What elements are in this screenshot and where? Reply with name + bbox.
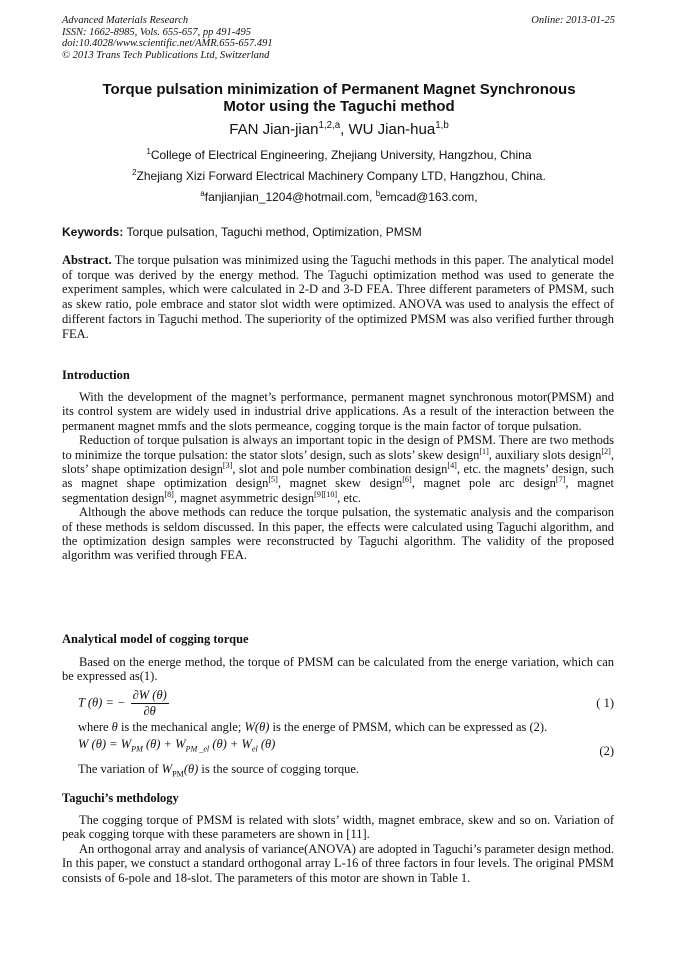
citation-9-10[interactable]: [9][10] — [314, 489, 338, 499]
citation-6[interactable]: [6] — [402, 475, 412, 485]
citation-2[interactable]: [2] — [601, 446, 611, 456]
doi: doi:10.4028/www.scientific.net/AMR.655-657.491 — [62, 38, 273, 50]
paper-title — [62, 81, 616, 115]
email-a-mark: a — [200, 189, 205, 198]
journal-header — [62, 15, 273, 61]
where-text-c: is the energe of PMSM, which can be expressed as (2). — [269, 720, 548, 734]
equation-1 — [78, 688, 171, 719]
variation-sub-pm: PM — [172, 769, 184, 779]
intro-p2-text-e: , etc. the magnets’ design, such as magnet shape optimization design — [62, 462, 614, 491]
variation-w: W — [161, 762, 173, 776]
where-text-a: where — [78, 720, 112, 734]
eq2-part-b: (θ) + W — [142, 737, 186, 751]
intro-p2-text-a: Reduction of torque pulsation is always an important topic in the design of PMSM. There are two methods to minimize the torque pulsation: the stator slots’ design, such as slots’ skew design — [62, 433, 614, 462]
intro-p2-text-i: , magnet asymmetric design — [173, 490, 315, 505]
citation-1[interactable]: [1] — [479, 446, 489, 456]
intro-p2-text-b: , auxiliary slots design — [488, 447, 602, 462]
w-theta-symbol: W(θ) — [244, 720, 270, 734]
online-date: Online: 2013-01-25 — [531, 15, 615, 26]
citation-4[interactable]: [4] — [447, 460, 457, 470]
eq2-sub-el: el — [251, 744, 258, 754]
author-1-affil: 1,2,a — [318, 120, 341, 131]
intro-p2-text-h: , magnet segmentation design — [62, 476, 614, 505]
keywords-text: Torque pulsation, Taguchi method, Optimization, PMSM — [123, 225, 422, 239]
equation-2 — [78, 737, 275, 752]
variation-text-b: is the source of cogging torque. — [198, 762, 360, 776]
affiliation-1-text: College of Electrical Engineering, Zhejiang University, Hangzhou, China — [150, 148, 532, 162]
taguchi-paragraph-1: The cogging torque of PMSM is related with slots’ width, magnet embrace, skew and so on. Variation of peak cogging torque with these parameters are shown in [11]. — [62, 813, 614, 842]
title-line-2: Motor using the Taguchi method — [223, 98, 455, 115]
affiliation-1 — [62, 148, 616, 162]
intro-p2-text-c: , slots’ shape optimization design — [62, 447, 614, 477]
eq1-denominator: ∂θ — [143, 704, 156, 718]
section-introduction — [62, 390, 614, 563]
abstract-text: The torque pulsation was minimized using the Taguchi methods in this paper. The analytical model of torque was derived by the energy method. The Taguchi optimization method was used to generate the experiment samples, which were calculated in 2-D and 3-D FEA. Three different parameters of PMSM, such as skew ratio, pole embrace and stator slot width were optimized. ANOVA was used to analysis the effect of different factors in Taguchi method. The superiority of the optimized PMSM was also verified further through FEA. — [62, 253, 614, 341]
citation-7[interactable]: [7] — [555, 475, 566, 485]
intro-p2-text-j: , etc. — [337, 490, 362, 505]
theta-symbol: θ — [111, 720, 118, 734]
section-heading-analytical-model: Analytical model of cogging torque — [62, 632, 249, 646]
variation-text-a: The variation of — [78, 762, 162, 776]
equation-2-number: (2) — [599, 744, 614, 758]
section-heading-introduction: Introduction — [62, 368, 130, 382]
citation-5[interactable]: [5] — [268, 475, 278, 485]
intro-paragraph-2 — [62, 433, 614, 505]
eq2-sub-pm-el: PM _el — [185, 744, 210, 754]
intro-p2-text-d: , slot and pole number combination design — [232, 462, 448, 477]
author-2: WU Jian-hua — [348, 121, 436, 138]
eq2-part-c: (θ) + W — [209, 737, 252, 751]
affiliation-2 — [62, 169, 616, 183]
intro-paragraph-3: Although the above methods can reduce the torque pulsation, the systematic analysis and the comparison of these methods is seldom discussed. In this paper, the effects were calculated using Taguchi algorithm, and the optimization design samples were reconstructed by Taguchi algorithm. The validity of the proposed algorithm was verified through FEA. — [62, 505, 614, 563]
intro-paragraph-1: With the development of the magnet’s performance, permanent magnet synchronous motor(PMSM) and its control system are widely used in industrial drive applications. As a result of the interaction between the permanent magnet mmfs and the slots permeance, cogging torque is the main factor of torque pulsation. — [62, 390, 614, 433]
analytical-p1-text: Based on the energe method, the torque of PMSM can be calculated from the energe variation, which can be expressed as(1). — [62, 655, 614, 684]
eq1-explanation — [78, 720, 614, 734]
section-taguchi — [62, 813, 614, 885]
eq1-numerator: ∂W (θ) — [132, 688, 167, 702]
where-text-b: is the mechanical angle; — [117, 720, 245, 734]
analytical-paragraph-1 — [62, 655, 614, 684]
email-b[interactable]: emcad@163.com, — [380, 190, 478, 204]
author-2-affil: 1,b — [435, 120, 449, 131]
author-emails — [62, 190, 616, 204]
citation-8[interactable]: [8] — [164, 489, 174, 499]
author-list — [62, 121, 616, 138]
email-a[interactable]: fanjianjian_1204@hotmail.com, — [204, 190, 376, 204]
eq2-part-a: W (θ) = W — [78, 737, 132, 751]
citation-3[interactable]: [3] — [222, 460, 233, 470]
keywords — [62, 225, 422, 239]
eq2-part-d: (θ) — [257, 737, 276, 751]
taguchi-paragraph-2: An orthogonal array and analysis of variance(ANOVA) are adopted in Taguchi’s parameter design method. In this paper, we constuct a standard orthogonal array L-16 of three factors in four levels. The original PMSM consists of 6-pole and 18-slot. The parameters of this motor are shown in Table 1. — [62, 841, 614, 885]
intro-p2-text-g: , magnet pole arc design — [411, 476, 556, 491]
intro-p2-text-f: , magnet skew design — [277, 476, 403, 491]
abstract-label: Abstract. — [62, 253, 112, 267]
eq1-lhs: T (θ) = − — [78, 695, 126, 710]
eq1-fraction — [131, 688, 169, 719]
eq2-sub-pm: PM — [131, 744, 143, 754]
affiliation-2-text: Zhejiang Xizi Forward Electrical Machinery Company LTD, Hangzhou, China. — [136, 169, 546, 183]
section-heading-taguchi: Taguchi’s methdology — [62, 791, 179, 805]
variation-sentence — [78, 762, 614, 779]
author-1: FAN Jian-jian — [229, 121, 319, 138]
author-separator: , — [340, 121, 349, 138]
copyright: © 2013 Trans Tech Publications Ltd, Switzerland — [62, 49, 270, 61]
keywords-label: Keywords: — [62, 225, 124, 239]
variation-theta: (θ) — [183, 762, 199, 776]
abstract — [62, 253, 614, 341]
equation-1-number: ( 1) — [596, 696, 614, 710]
affiliation-2-mark: 2 — [132, 168, 137, 177]
affiliation-1-mark: 1 — [146, 147, 151, 156]
issn: ISSN: 1662-8985, Vols. 655-657, pp 491-495 — [62, 26, 251, 38]
journal-name: Advanced Materials Research — [62, 15, 189, 26]
email-b-mark: b — [375, 189, 381, 198]
title-line-1: Torque pulsation minimization of Permanent Magnet Synchronous — [102, 81, 576, 98]
